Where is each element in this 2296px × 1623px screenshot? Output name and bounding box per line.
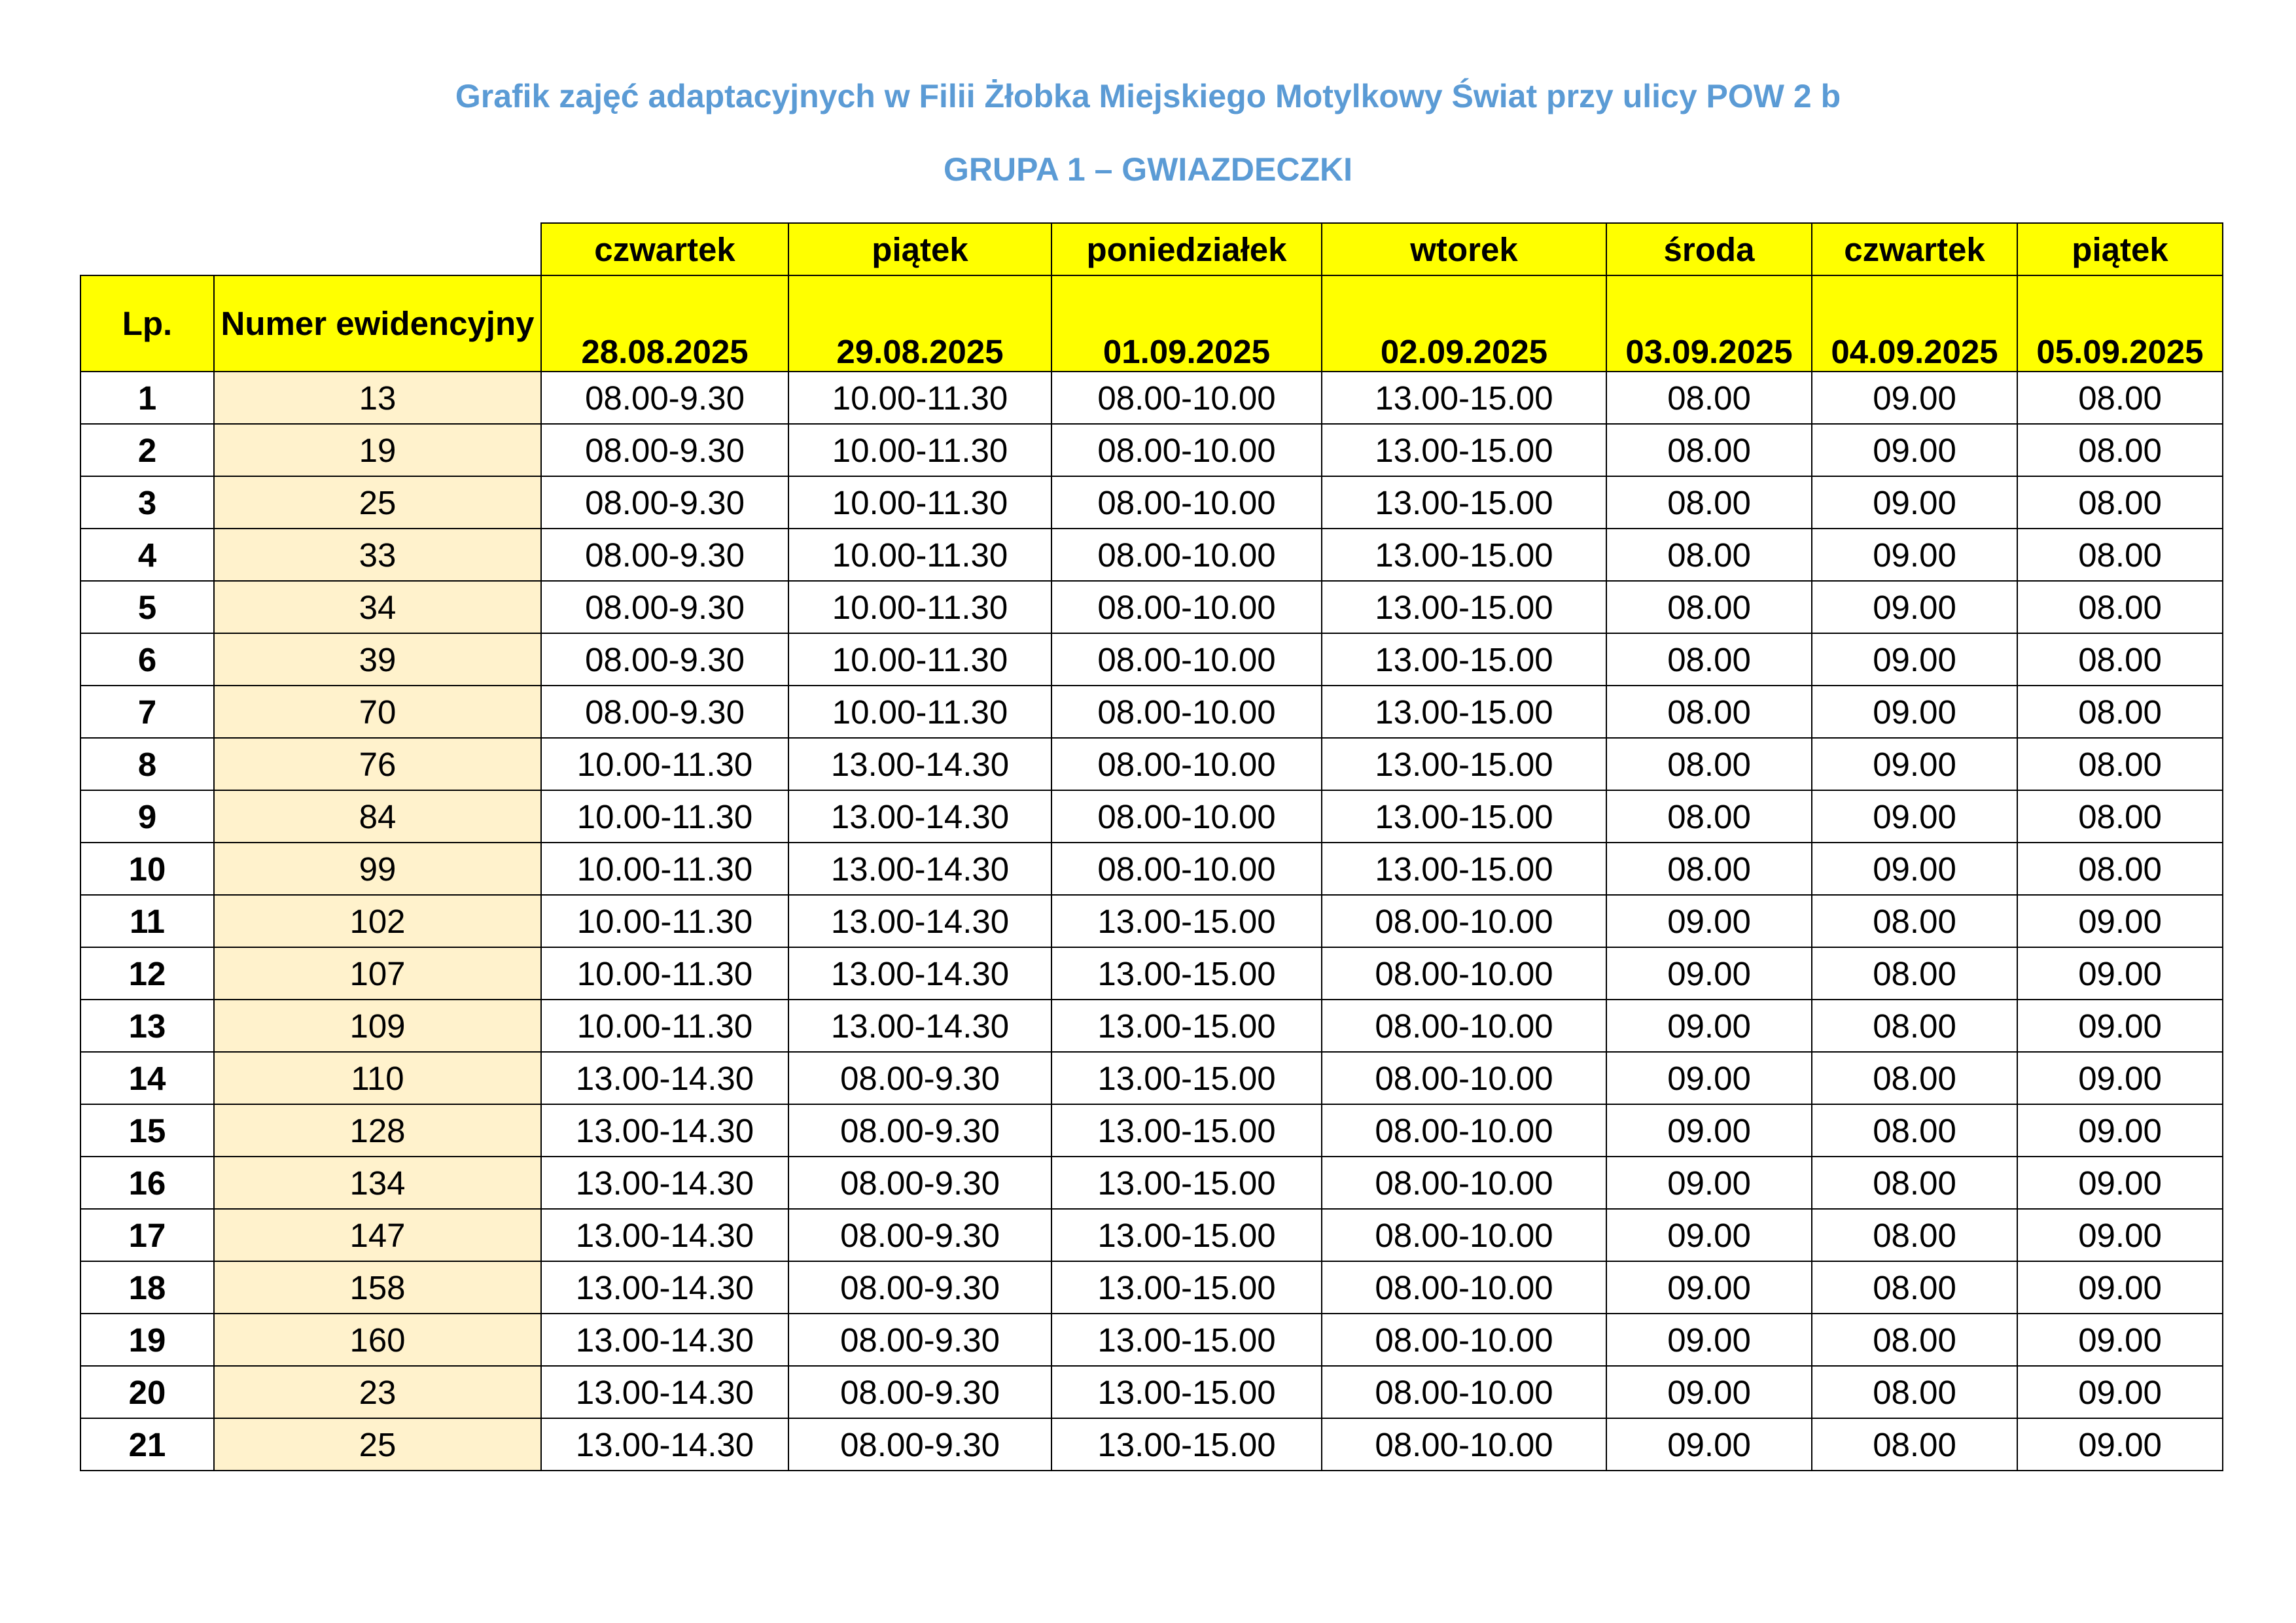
time-slot-cell: 08.00-9.30 (541, 581, 788, 633)
time-slot-cell: 13.00-15.00 (1051, 1104, 1322, 1157)
time-slot-cell: 08.00 (1812, 1418, 2017, 1471)
time-slot-cell: 08.00-9.30 (541, 424, 788, 476)
time-slot-cell: 08.00 (1812, 1157, 2017, 1209)
lp-cell: 17 (80, 1209, 214, 1261)
time-slot-cell: 08.00-10.00 (1051, 686, 1322, 738)
table-row (80, 1157, 2223, 1209)
time-slot-cell: 13.00-14.30 (541, 1157, 788, 1209)
time-slot-cell: 09.00 (2017, 1000, 2223, 1052)
time-slot-cell: 08.00-10.00 (1051, 581, 1322, 633)
time-slot-cell: 08.00 (2017, 529, 2223, 581)
time-slot-cell: 08.00-9.30 (541, 686, 788, 738)
lp-cell: 11 (80, 895, 214, 947)
time-slot-cell: 09.00 (1606, 1000, 1812, 1052)
header-spacer (80, 223, 541, 275)
time-slot-cell: 08.00 (1606, 424, 1812, 476)
table-row (80, 1314, 2223, 1366)
time-slot-cell: 09.00 (2017, 1157, 2223, 1209)
time-slot-cell: 09.00 (1812, 686, 2017, 738)
time-slot-cell: 13.00-15.00 (1322, 790, 1606, 843)
time-slot-cell: 13.00-15.00 (1051, 1000, 1322, 1052)
time-slot-cell: 13.00-14.30 (788, 738, 1051, 790)
lp-cell: 15 (80, 1104, 214, 1157)
time-slot-cell: 08.00 (1606, 529, 1812, 581)
time-slot-cell: 13.00-15.00 (1322, 738, 1606, 790)
time-slot-cell: 08.00-9.30 (541, 476, 788, 529)
time-slot-cell: 09.00 (2017, 947, 2223, 1000)
time-slot-cell: 13.00-15.00 (1051, 1418, 1322, 1471)
record-number-cell: 13 (214, 372, 541, 424)
time-slot-cell: 09.00 (2017, 1314, 2223, 1366)
time-slot-cell: 09.00 (1812, 790, 2017, 843)
time-slot-cell: 10.00-11.30 (541, 1000, 788, 1052)
time-slot-cell: 08.00 (2017, 633, 2223, 686)
table-row (80, 633, 2223, 686)
time-slot-cell: 08.00-10.00 (1051, 790, 1322, 843)
table-row (80, 738, 2223, 790)
time-slot-cell: 08.00 (1606, 581, 1812, 633)
lp-cell: 3 (80, 476, 214, 529)
lp-cell: 9 (80, 790, 214, 843)
time-slot-cell: 08.00 (1606, 372, 1812, 424)
time-slot-cell: 13.00-14.30 (541, 1104, 788, 1157)
table-row (80, 581, 2223, 633)
table-row (80, 1209, 2223, 1261)
time-slot-cell: 13.00-14.30 (788, 1000, 1051, 1052)
time-slot-cell: 08.00 (2017, 686, 2223, 738)
time-slot-cell: 08.00 (2017, 738, 2223, 790)
time-slot-cell: 08.00 (2017, 581, 2223, 633)
time-slot-cell: 09.00 (2017, 1209, 2223, 1261)
table-row (80, 476, 2223, 529)
time-slot-cell: 13.00-15.00 (1051, 1052, 1322, 1104)
time-slot-cell: 08.00 (1606, 476, 1812, 529)
time-slot-cell: 08.00 (1812, 895, 2017, 947)
time-slot-cell: 08.00 (2017, 476, 2223, 529)
time-slot-cell: 08.00 (1812, 1000, 2017, 1052)
record-number-cell: 76 (214, 738, 541, 790)
table-row (80, 686, 2223, 738)
time-slot-cell: 08.00-9.30 (541, 633, 788, 686)
time-slot-cell: 13.00-15.00 (1051, 1209, 1322, 1261)
table-row (80, 895, 2223, 947)
time-slot-cell: 08.00-9.30 (788, 1314, 1051, 1366)
lp-cell: 20 (80, 1366, 214, 1418)
time-slot-cell: 08.00-10.00 (1322, 895, 1606, 947)
time-slot-cell: 13.00-14.30 (788, 895, 1051, 947)
time-slot-cell: 08.00-10.00 (1322, 1209, 1606, 1261)
time-slot-cell: 08.00-10.00 (1322, 1366, 1606, 1418)
table-row (80, 1000, 2223, 1052)
time-slot-cell: 08.00-10.00 (1322, 1261, 1606, 1314)
time-slot-cell: 08.00-9.30 (541, 529, 788, 581)
record-number-cell: 128 (214, 1104, 541, 1157)
time-slot-cell: 08.00-9.30 (788, 1209, 1051, 1261)
record-number-cell: 158 (214, 1261, 541, 1314)
time-slot-cell: 08.00-10.00 (1051, 476, 1322, 529)
time-slot-cell: 13.00-14.30 (788, 843, 1051, 895)
time-slot-cell: 09.00 (1606, 1052, 1812, 1104)
time-slot-cell: 13.00-15.00 (1051, 895, 1322, 947)
time-slot-cell: 10.00-11.30 (541, 738, 788, 790)
time-slot-cell: 09.00 (1606, 1261, 1812, 1314)
time-slot-cell: 08.00-10.00 (1322, 1000, 1606, 1052)
time-slot-cell: 10.00-11.30 (788, 476, 1051, 529)
time-slot-cell: 13.00-15.00 (1322, 529, 1606, 581)
time-slot-cell: 08.00 (2017, 790, 2223, 843)
time-slot-cell: 10.00-11.30 (788, 529, 1051, 581)
time-slot-cell: 09.00 (1606, 1157, 1812, 1209)
day-header: poniedziałek (1051, 223, 1322, 275)
record-number-cell: 107 (214, 947, 541, 1000)
time-slot-cell: 10.00-11.30 (541, 947, 788, 1000)
record-number-cell: 19 (214, 424, 541, 476)
time-slot-cell: 08.00 (1812, 947, 2017, 1000)
day-header: środa (1606, 223, 1812, 275)
time-slot-cell: 09.00 (2017, 1104, 2223, 1157)
date-header-row (80, 275, 2223, 372)
day-header: piątek (2017, 223, 2223, 275)
date-header: 29.08.2025 (788, 275, 1051, 372)
time-slot-cell: 10.00-11.30 (788, 581, 1051, 633)
lp-header: Lp. (80, 275, 214, 372)
document-title: Grafik zajęć adaptacyjnych w Filii Żłobka Miejskiego Motylkowy Świat przy ulicy POW 2 b (455, 78, 1841, 114)
time-slot-cell: 10.00-11.30 (541, 895, 788, 947)
number-header: Numer ewidencyjny (214, 275, 541, 372)
record-number-cell: 33 (214, 529, 541, 581)
day-header: piątek (788, 223, 1051, 275)
time-slot-cell: 08.00-10.00 (1322, 1104, 1606, 1157)
table-row (80, 529, 2223, 581)
record-number-cell: 25 (214, 476, 541, 529)
time-slot-cell: 09.00 (1812, 738, 2017, 790)
time-slot-cell: 13.00-15.00 (1322, 372, 1606, 424)
time-slot-cell: 08.00 (1812, 1209, 2017, 1261)
time-slot-cell: 08.00 (2017, 372, 2223, 424)
time-slot-cell: 09.00 (1812, 372, 2017, 424)
lp-cell: 10 (80, 843, 214, 895)
record-number-cell: 23 (214, 1366, 541, 1418)
time-slot-cell: 09.00 (1812, 633, 2017, 686)
record-number-cell: 134 (214, 1157, 541, 1209)
time-slot-cell: 09.00 (1812, 529, 2017, 581)
time-slot-cell: 09.00 (2017, 1418, 2223, 1471)
time-slot-cell: 13.00-15.00 (1051, 1261, 1322, 1314)
day-header: wtorek (1322, 223, 1606, 275)
time-slot-cell: 13.00-15.00 (1051, 1366, 1322, 1418)
time-slot-cell: 08.00-9.30 (788, 1052, 1051, 1104)
time-slot-cell: 08.00 (1812, 1314, 2017, 1366)
date-header: 03.09.2025 (1606, 275, 1812, 372)
time-slot-cell: 09.00 (1812, 581, 2017, 633)
lp-cell: 1 (80, 372, 214, 424)
time-slot-cell: 08.00-9.30 (788, 1261, 1051, 1314)
time-slot-cell: 08.00 (1812, 1052, 2017, 1104)
time-slot-cell: 13.00-15.00 (1051, 1157, 1322, 1209)
table-row (80, 1261, 2223, 1314)
record-number-cell: 102 (214, 895, 541, 947)
lp-cell: 19 (80, 1314, 214, 1366)
lp-cell: 8 (80, 738, 214, 790)
time-slot-cell: 09.00 (2017, 1261, 2223, 1314)
record-number-cell: 34 (214, 581, 541, 633)
table-row (80, 1104, 2223, 1157)
record-number-cell: 39 (214, 633, 541, 686)
time-slot-cell: 13.00-14.30 (541, 1261, 788, 1314)
time-slot-cell: 13.00-15.00 (1322, 843, 1606, 895)
time-slot-cell: 13.00-14.30 (541, 1314, 788, 1366)
time-slot-cell: 09.00 (1812, 843, 2017, 895)
lp-cell: 12 (80, 947, 214, 1000)
record-number-cell: 160 (214, 1314, 541, 1366)
time-slot-cell: 13.00-15.00 (1322, 633, 1606, 686)
time-slot-cell: 13.00-14.30 (788, 790, 1051, 843)
lp-cell: 7 (80, 686, 214, 738)
lp-cell: 6 (80, 633, 214, 686)
time-slot-cell: 09.00 (2017, 1052, 2223, 1104)
time-slot-cell: 08.00-10.00 (1322, 1052, 1606, 1104)
table-row (80, 372, 2223, 424)
date-header: 04.09.2025 (1812, 275, 2017, 372)
table-row (80, 843, 2223, 895)
time-slot-cell: 09.00 (1812, 476, 2017, 529)
time-slot-cell: 08.00-9.30 (788, 1104, 1051, 1157)
lp-cell: 14 (80, 1052, 214, 1104)
day-header: czwartek (1812, 223, 2017, 275)
time-slot-cell: 08.00-10.00 (1051, 424, 1322, 476)
record-number-cell: 109 (214, 1000, 541, 1052)
time-slot-cell: 09.00 (1606, 895, 1812, 947)
time-slot-cell: 08.00 (1606, 843, 1812, 895)
time-slot-cell: 08.00-10.00 (1322, 947, 1606, 1000)
table-row (80, 1418, 2223, 1471)
time-slot-cell: 08.00 (1812, 1104, 2017, 1157)
time-slot-cell: 13.00-14.30 (541, 1418, 788, 1471)
time-slot-cell: 08.00 (1606, 686, 1812, 738)
time-slot-cell: 10.00-11.30 (541, 843, 788, 895)
time-slot-cell: 08.00-10.00 (1051, 843, 1322, 895)
record-number-cell: 25 (214, 1418, 541, 1471)
time-slot-cell: 08.00 (1812, 1366, 2017, 1418)
time-slot-cell: 08.00-10.00 (1322, 1157, 1606, 1209)
time-slot-cell: 09.00 (1606, 1366, 1812, 1418)
time-slot-cell: 13.00-14.30 (541, 1209, 788, 1261)
time-slot-cell: 09.00 (2017, 895, 2223, 947)
lp-cell: 4 (80, 529, 214, 581)
schedule-table (80, 222, 2223, 1471)
date-header: 28.08.2025 (541, 275, 788, 372)
date-header: 02.09.2025 (1322, 275, 1606, 372)
time-slot-cell: 08.00-9.30 (788, 1366, 1051, 1418)
time-slot-cell: 13.00-15.00 (1322, 686, 1606, 738)
time-slot-cell: 08.00-10.00 (1051, 372, 1322, 424)
time-slot-cell: 10.00-11.30 (788, 424, 1051, 476)
time-slot-cell: 13.00-15.00 (1051, 1314, 1322, 1366)
time-slot-cell: 08.00-10.00 (1322, 1314, 1606, 1366)
record-number-cell: 84 (214, 790, 541, 843)
record-number-cell: 99 (214, 843, 541, 895)
time-slot-cell: 09.00 (1812, 424, 2017, 476)
time-slot-cell: 13.00-14.30 (541, 1052, 788, 1104)
lp-cell: 5 (80, 581, 214, 633)
lp-cell: 13 (80, 1000, 214, 1052)
time-slot-cell: 13.00-14.30 (541, 1366, 788, 1418)
time-slot-cell: 10.00-11.30 (788, 686, 1051, 738)
date-header: 01.09.2025 (1051, 275, 1322, 372)
time-slot-cell: 08.00-10.00 (1051, 738, 1322, 790)
time-slot-cell: 08.00-10.00 (1051, 529, 1322, 581)
time-slot-cell: 13.00-15.00 (1051, 947, 1322, 1000)
time-slot-cell: 08.00-9.30 (788, 1157, 1051, 1209)
table-row (80, 947, 2223, 1000)
record-number-cell: 110 (214, 1052, 541, 1104)
time-slot-cell: 08.00 (1606, 738, 1812, 790)
date-header: 05.09.2025 (2017, 275, 2223, 372)
table-row (80, 1052, 2223, 1104)
time-slot-cell: 09.00 (1606, 1314, 1812, 1366)
time-slot-cell: 09.00 (1606, 947, 1812, 1000)
time-slot-cell: 09.00 (1606, 1104, 1812, 1157)
day-header: czwartek (541, 223, 788, 275)
lp-cell: 16 (80, 1157, 214, 1209)
time-slot-cell: 08.00 (2017, 424, 2223, 476)
time-slot-cell: 08.00-9.30 (541, 372, 788, 424)
group-subtitle: GRUPA 1 – GWIAZDECZKI (943, 151, 1353, 188)
table-row (80, 790, 2223, 843)
time-slot-cell: 08.00 (1812, 1261, 2017, 1314)
time-slot-cell: 08.00 (1606, 633, 1812, 686)
lp-cell: 21 (80, 1418, 214, 1471)
time-slot-cell: 13.00-15.00 (1322, 476, 1606, 529)
time-slot-cell: 08.00-9.30 (788, 1418, 1051, 1471)
time-slot-cell: 08.00-10.00 (1051, 633, 1322, 686)
table-row (80, 1366, 2223, 1418)
time-slot-cell: 09.00 (2017, 1366, 2223, 1418)
lp-cell: 18 (80, 1261, 214, 1314)
time-slot-cell: 10.00-11.30 (541, 790, 788, 843)
time-slot-cell: 08.00-10.00 (1322, 1418, 1606, 1471)
record-number-cell: 147 (214, 1209, 541, 1261)
time-slot-cell: 08.00 (1606, 790, 1812, 843)
time-slot-cell: 13.00-15.00 (1322, 424, 1606, 476)
time-slot-cell: 13.00-15.00 (1322, 581, 1606, 633)
time-slot-cell: 10.00-11.30 (788, 372, 1051, 424)
time-slot-cell: 13.00-14.30 (788, 947, 1051, 1000)
table-row (80, 424, 2223, 476)
day-header-row (80, 223, 2223, 275)
time-slot-cell: 09.00 (1606, 1418, 1812, 1471)
lp-cell: 2 (80, 424, 214, 476)
record-number-cell: 70 (214, 686, 541, 738)
time-slot-cell: 08.00 (2017, 843, 2223, 895)
time-slot-cell: 10.00-11.30 (788, 633, 1051, 686)
time-slot-cell: 09.00 (1606, 1209, 1812, 1261)
